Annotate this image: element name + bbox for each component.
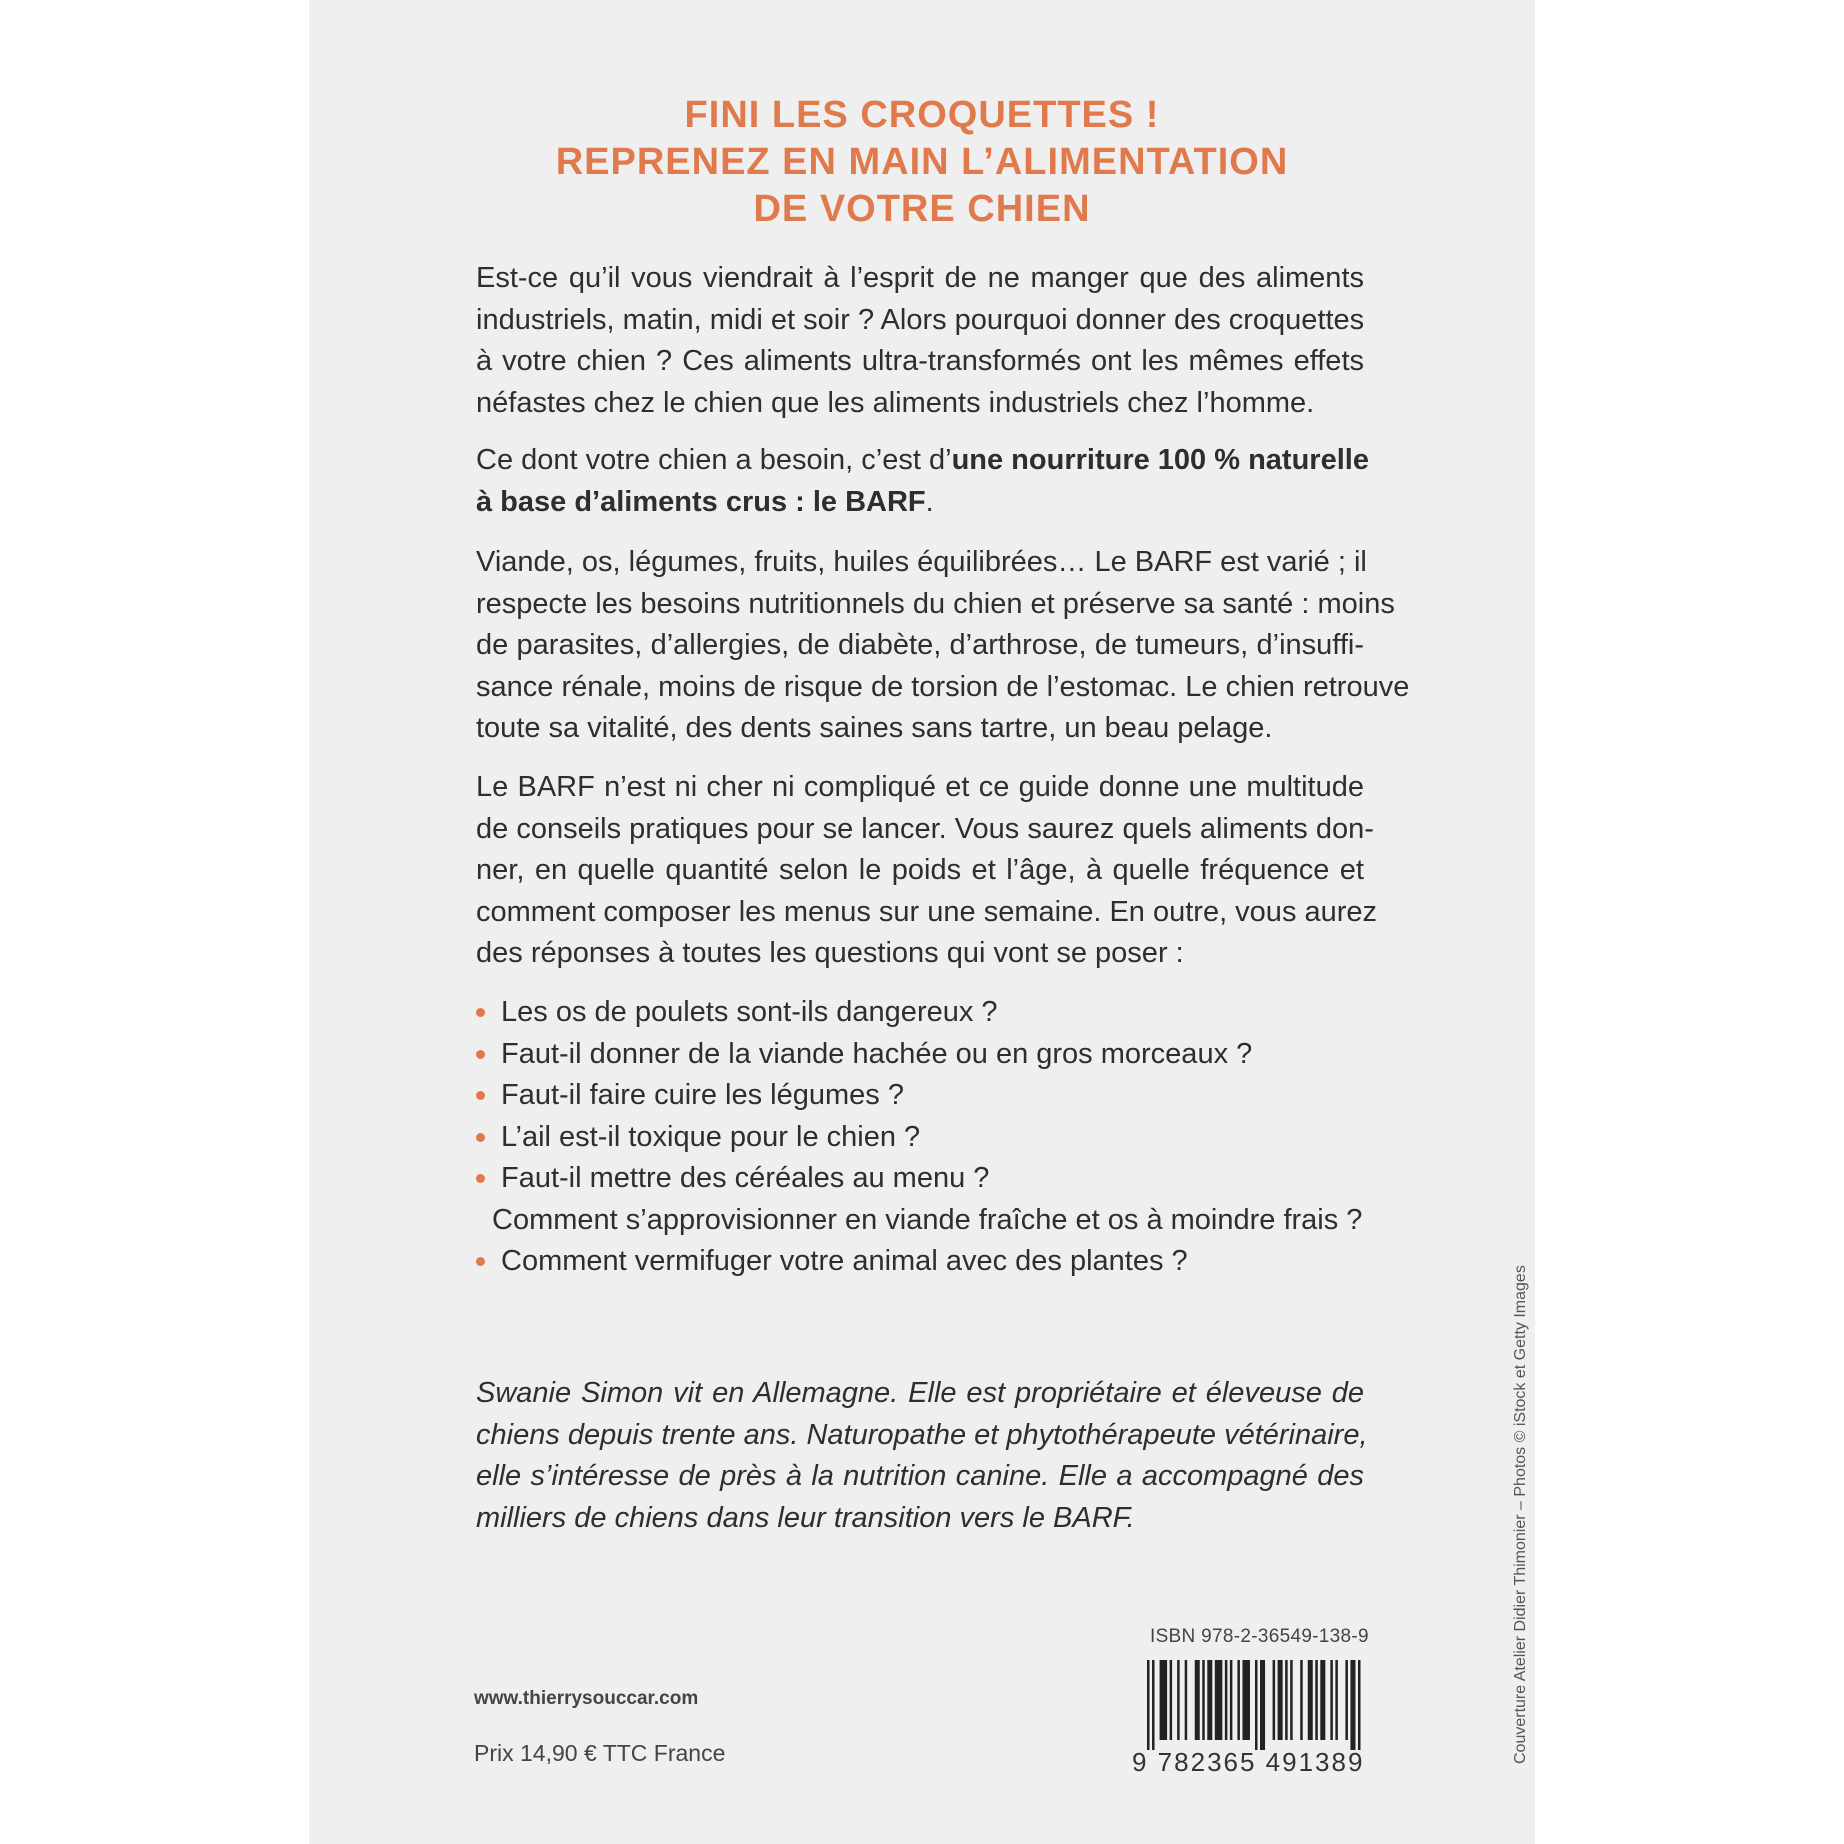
text-line: chiens depuis trente ans. Naturopathe et phytothérapeute vétérinaire, bbox=[476, 1418, 1368, 1451]
text-line: respecte les besoins nutritionnels du chien et préserve sa santé : moins bbox=[476, 587, 1395, 620]
text-line: milliers de chiens dans leur transition vers le BARF. bbox=[476, 1501, 1135, 1534]
barcode-bar bbox=[1147, 1660, 1150, 1750]
list-item: Les os de poulets sont-ils dangereux ? bbox=[474, 992, 1362, 1034]
text-line: de parasites, d’allergies, de diabète, d’arthrose, de tumeurs, d’insuffi- bbox=[476, 629, 1364, 661]
text-line: Le BARF n’est ni cher ni compliqué et ce guide donne une multitude bbox=[476, 771, 1364, 803]
barcode-bar bbox=[1260, 1660, 1265, 1750]
headline-line: REPRENEZ EN MAIN L’ALIMENTATION bbox=[555, 141, 1289, 183]
list-item: Faut-il donner de la viande hachée ou en gros morceaux ? bbox=[474, 1034, 1362, 1076]
barcode-bar bbox=[1358, 1660, 1361, 1750]
barcode-bar bbox=[1230, 1660, 1233, 1740]
barcode-bar bbox=[1255, 1660, 1258, 1750]
text-line: elle s’intéresse de près à la nutrition canine. Elle a accompagné des bbox=[476, 1460, 1364, 1492]
isbn: ISBN 978-2-36549-138-9 bbox=[1150, 1626, 1369, 1647]
text-line: comment composer les menus sur une semaine. En outre, vous aurez bbox=[476, 895, 1378, 928]
text-line: ner, en quelle quantité selon le poids et l’âge, à quelle fréquence et bbox=[476, 854, 1364, 886]
text-line: sance rénale, moins de risque de torsion de l’estomac. Le chien retrouve bbox=[476, 670, 1410, 703]
bold-text: une nourriture 100 % naturelle bbox=[951, 444, 1369, 476]
headline-line: DE VOTRE CHIEN bbox=[753, 188, 1091, 230]
barcode-bar bbox=[1195, 1660, 1200, 1740]
barcode-bar bbox=[1273, 1660, 1276, 1740]
bold-text: à base d’aliments crus : le BARF bbox=[476, 485, 926, 518]
bullet-icon bbox=[476, 1008, 485, 1017]
barcode-digits: 9 782365 491389 bbox=[1132, 1747, 1365, 1777]
barcode-bar bbox=[1202, 1660, 1205, 1740]
text-line: Viande, os, légumes, fruits, huiles équilibrées… Le BARF est varié ; il bbox=[476, 546, 1367, 578]
price: Prix 14,90 € TTC France bbox=[474, 1740, 726, 1766]
list-item: Faut-il faire cuire les légumes ? bbox=[474, 1075, 1362, 1117]
barcode-bar bbox=[1330, 1660, 1333, 1740]
barcode-bar bbox=[1345, 1660, 1348, 1740]
text-line: toute sa vitalité, des dents saines sans tartre, un beau pelage. bbox=[476, 712, 1273, 744]
list-item: Comment vermifuger votre animal avec des plantes ? bbox=[474, 1241, 1362, 1283]
barcode-bar bbox=[1320, 1660, 1325, 1740]
barcode-bar bbox=[1207, 1660, 1212, 1740]
barcode-bar bbox=[1315, 1660, 1318, 1740]
barcode-bar bbox=[1290, 1660, 1293, 1740]
question-list bbox=[474, 992, 1362, 1283]
barcode-bar bbox=[1278, 1660, 1283, 1740]
text-line: industriels, matin, midi et soir ? Alors pourquoi donner des croquettes bbox=[476, 303, 1365, 336]
list-item: L’ail est-il toxique pour le chien ? bbox=[474, 1117, 1362, 1159]
barcode-bar bbox=[1308, 1660, 1313, 1740]
paragraph-benefits bbox=[476, 542, 1410, 750]
cover-credit: Couverture Atelier Didier Thimonier – Photos © iStock et Getty Images bbox=[1512, 1265, 1529, 1764]
text-line: Swanie Simon vit en Allemagne. Elle est propriétaire et éleveuse de bbox=[476, 1377, 1364, 1409]
barcode-bar bbox=[1177, 1660, 1180, 1740]
barcode-bar bbox=[1160, 1660, 1168, 1740]
barcode-bar bbox=[1170, 1660, 1173, 1740]
list-item: Comment s’approvisionner en viande fraîche et os à moindre frais ? bbox=[492, 1203, 1363, 1236]
bullet-icon bbox=[476, 1050, 485, 1059]
headline bbox=[309, 92, 1535, 233]
barcode-bar bbox=[1237, 1660, 1240, 1740]
paragraph-guide bbox=[476, 767, 1378, 975]
barcode-bar bbox=[1242, 1660, 1250, 1740]
barcode-bar bbox=[1225, 1660, 1228, 1740]
headline-line: FINI LES CROQUETTES ! bbox=[684, 94, 1160, 136]
text-line: de conseils pratiques pour se lancer. Vous saurez quels aliments don- bbox=[476, 812, 1374, 845]
barcode bbox=[1147, 1660, 1363, 1750]
bullet-icon bbox=[476, 1257, 485, 1266]
text-line: néfastes chez le chien que les aliments industriels chez l’homme. bbox=[476, 386, 1315, 419]
bullet-icon bbox=[476, 1091, 485, 1100]
bullet-icon bbox=[476, 1133, 485, 1142]
publisher-url[interactable]: www.thierrysouccar.com bbox=[474, 1688, 699, 1709]
author-bio bbox=[476, 1373, 1368, 1539]
paragraph-intro bbox=[476, 258, 1364, 424]
text: Ce dont votre chien a besoin, c’est d’ bbox=[476, 444, 952, 476]
text-line: à votre chien ? Ces aliments ultra-transformés ont les mêmes effets bbox=[476, 345, 1364, 377]
barcode-bar bbox=[1152, 1660, 1155, 1750]
barcode-bar bbox=[1185, 1660, 1188, 1740]
barcode-bar bbox=[1215, 1660, 1223, 1740]
text-line: des réponses à toutes les questions qui vont se poser : bbox=[476, 937, 1184, 969]
bullet-icon bbox=[476, 1174, 485, 1183]
barcode-bar bbox=[1285, 1660, 1288, 1740]
paragraph-barf bbox=[476, 440, 1369, 523]
list-item: Faut-il mettre des céréales au menu ? bbox=[474, 1158, 1362, 1200]
text-line: Est-ce qu’il vous viendrait à l’esprit de ne manger que des aliments bbox=[476, 262, 1364, 294]
barcode-bar bbox=[1300, 1660, 1303, 1740]
barcode-bar bbox=[1350, 1660, 1355, 1750]
barcode-bar bbox=[1335, 1660, 1338, 1740]
text: . bbox=[925, 485, 934, 518]
